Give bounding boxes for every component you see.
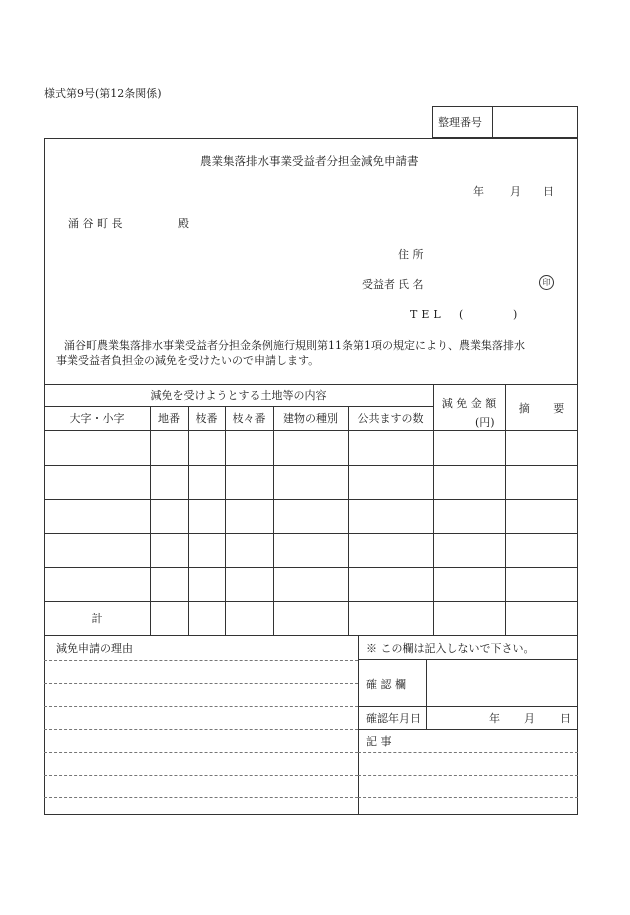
confirm-date-label: 確認年月日 [366,712,421,725]
total-label: 計 [91,612,103,625]
body-text-line1: 涌谷町農業集落排水事業受益者分担金条例施行規則第11条第1項の規定により、農業集落排水 [64,339,525,352]
confirm-label: 確 認 欄 [366,678,406,691]
col-header-building-type: 建物の種別 [283,412,338,425]
tel-label: TEL [410,308,445,321]
col-header-edaban: 枝番 [195,412,218,425]
confirm-date-day: 日 [560,712,571,725]
tel-open-paren: ( [459,308,464,321]
tel-close-paren: ) [513,308,518,321]
confirm-date-month: 月 [524,712,535,725]
date-month: 月 [510,185,521,198]
date-day: 日 [543,185,554,198]
address-label: 住 所 [398,248,424,261]
body-text-line2: 事業受益者負担金の減免を受けたいので申請します。 [56,354,320,367]
honorific: 殿 [178,217,189,230]
col-header-remarks: 摘 要 [518,402,565,415]
seal-mark: 印 [539,275,554,290]
seiri-bango-label: 整理番号 [438,116,482,129]
col-header-chiban: 地番 [158,412,180,425]
notes-label: 記 事 [366,735,392,748]
date-year: 年 [473,185,484,198]
applicant-group-label: 受益者 [362,278,395,291]
col-header-edaedaban: 枝々番 [232,412,266,425]
table-group-header: 減免を受けようとする土地等の内容 [150,389,327,402]
form-number: 様式第9号(第12条関係) [44,87,162,100]
col-header-amount-unit: (円) [475,416,495,429]
confirm-date-year: 年 [489,712,500,725]
office-use-note: ※ この欄は記入しないで下さい。 [366,642,535,655]
col-header-aza: 大字・小字 [69,412,125,425]
col-header-public-masu: 公共ますの数 [357,412,424,425]
addressee: 涌 谷 町 長 [68,217,123,230]
name-label: 氏 名 [398,278,424,291]
form-title: 農業集落排水事業受益者分担金減免申請書 [200,154,419,168]
col-header-amount: 減 免 金 額 [441,397,497,410]
reason-label: 減免申請の理由 [56,642,133,655]
